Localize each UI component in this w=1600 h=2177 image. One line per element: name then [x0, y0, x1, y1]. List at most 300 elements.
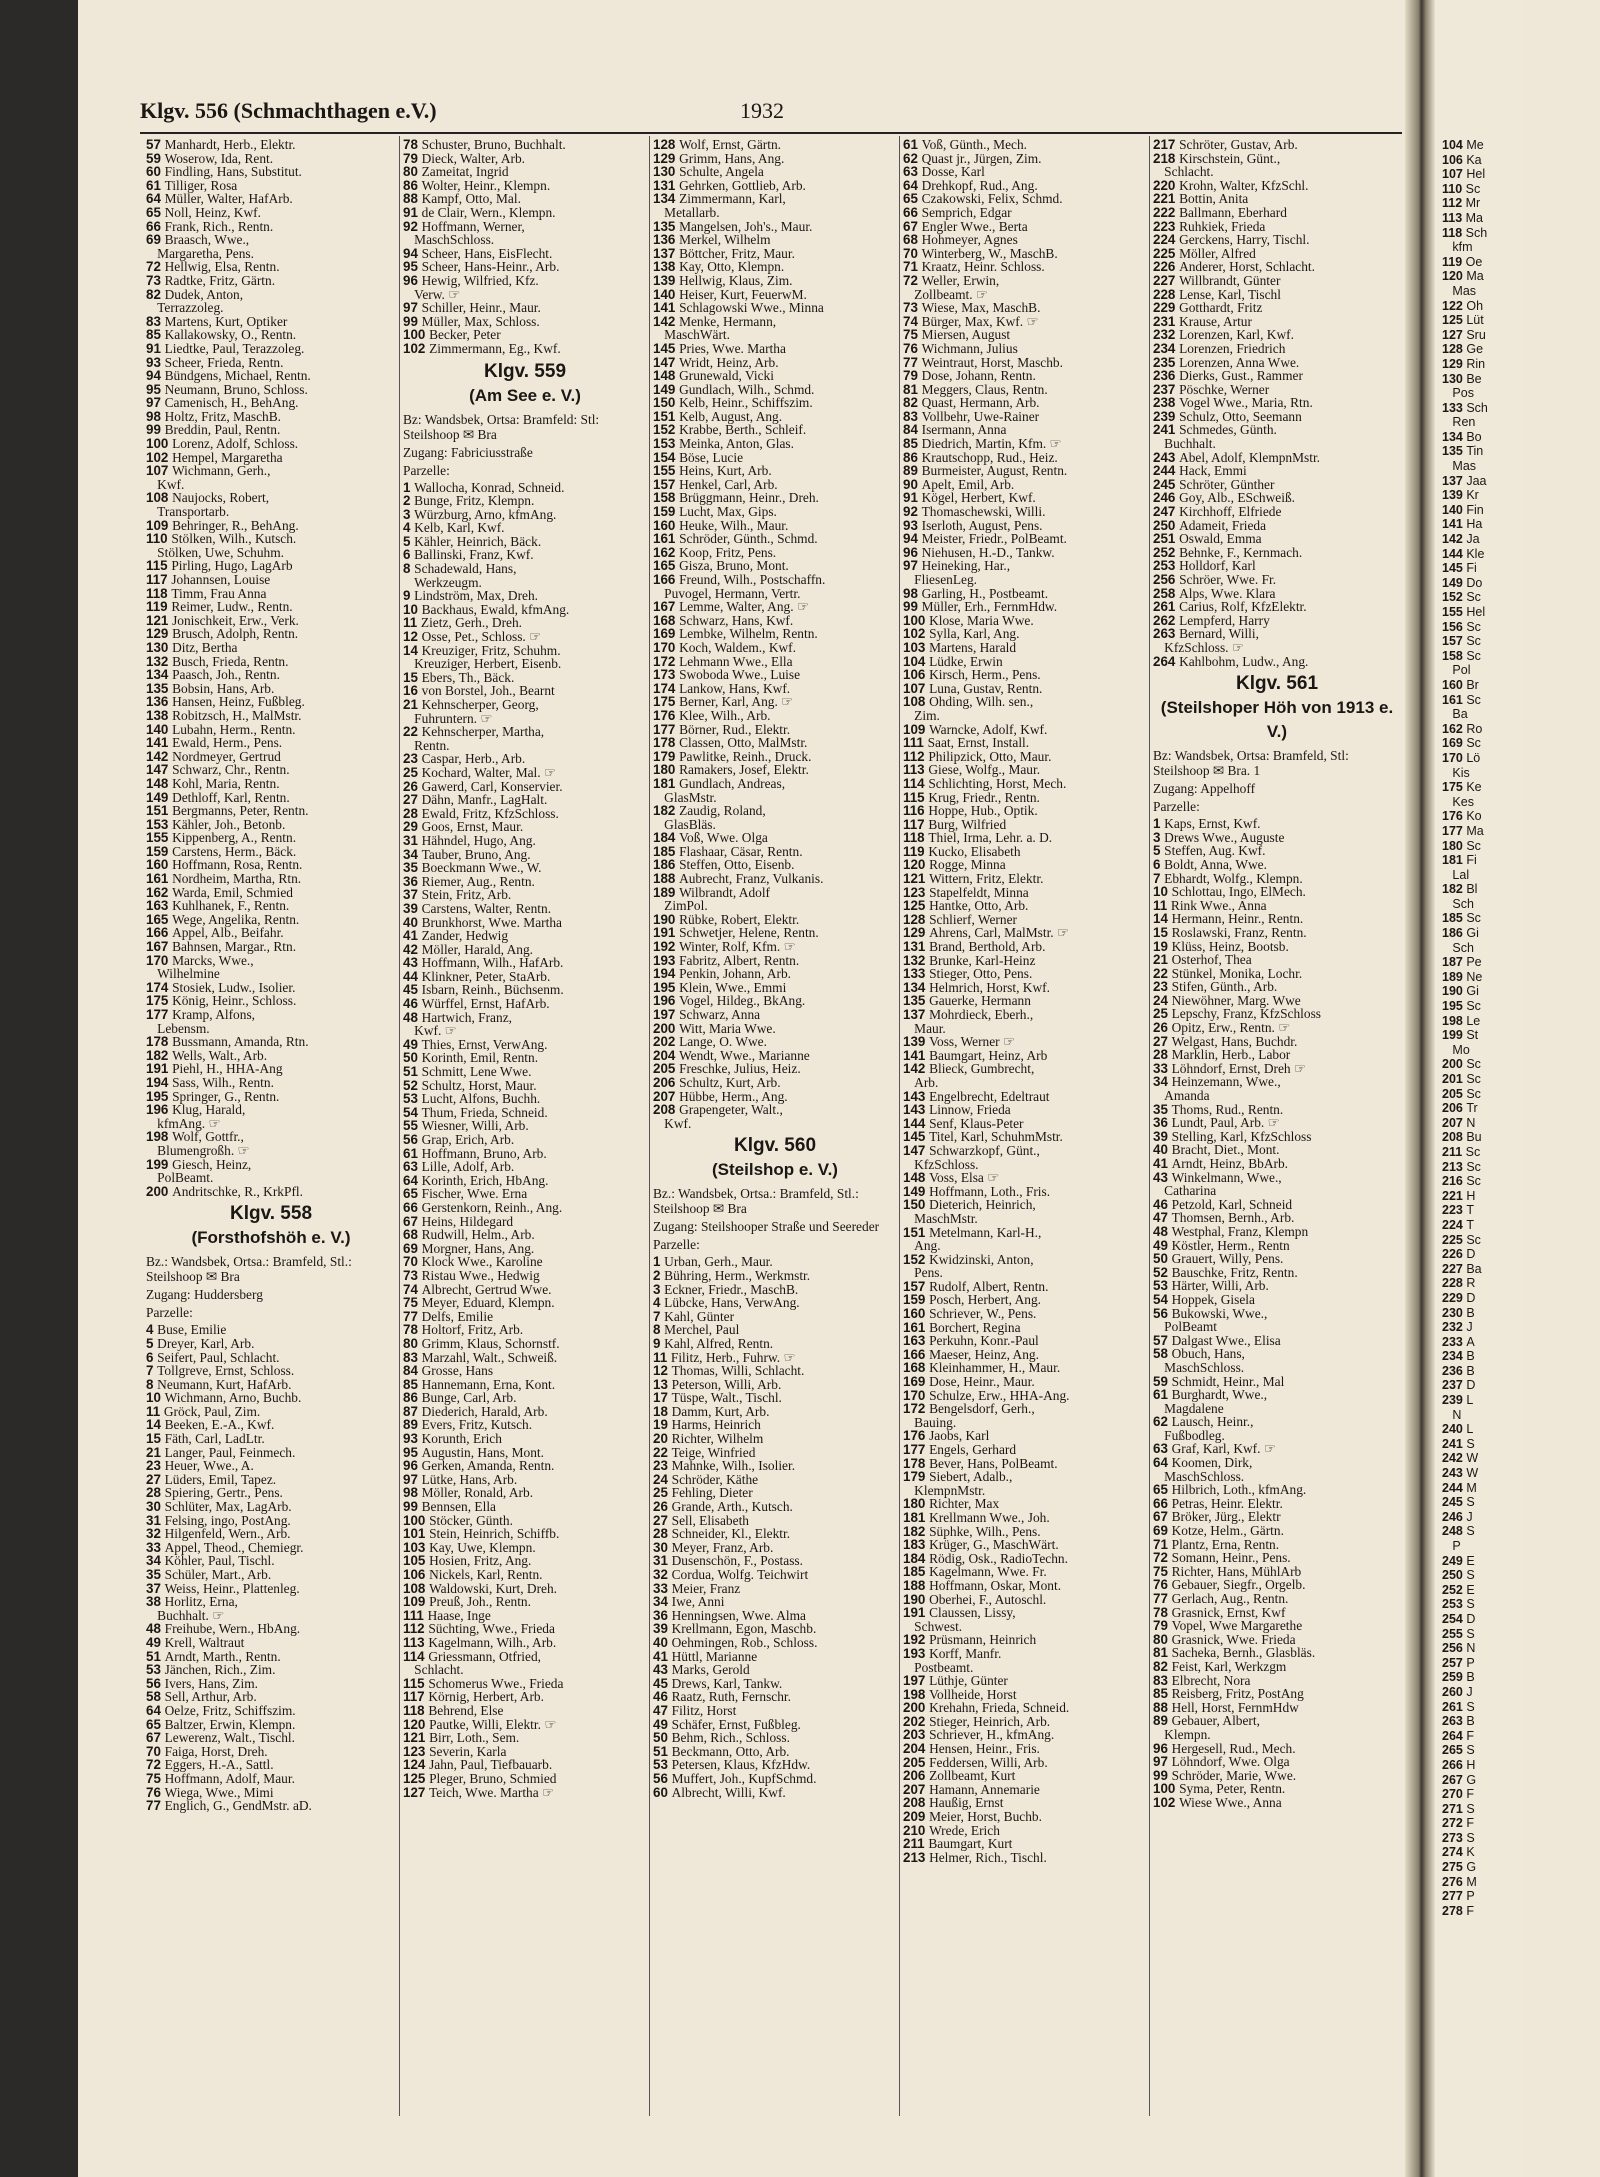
entry-line [146, 1391, 396, 1405]
plot-number: 52 [1153, 1264, 1172, 1280]
entry-line [403, 562, 647, 576]
plot-number: 231 [1153, 313, 1180, 329]
entry-line [146, 600, 396, 614]
entry-line [903, 1633, 1147, 1647]
entry-line [1153, 274, 1401, 288]
entry-line [146, 831, 396, 845]
plot-number: 141 [653, 300, 680, 316]
entry-line [653, 1090, 897, 1104]
entry-line [146, 1062, 396, 1076]
tenant-text: Arndt, Heinz, BbArb. [1171, 1156, 1289, 1171]
entry-line [653, 532, 897, 546]
plot-number: 63 [1153, 1441, 1172, 1457]
entry-line [1153, 328, 1401, 342]
tenant-text: Sc [1466, 1232, 1481, 1247]
entry-line [903, 1389, 1147, 1403]
tenant-text: Rübke, Robert, Elektr. [679, 911, 800, 927]
tenant-text: Garling, H., Postbeamt. [921, 585, 1049, 601]
tenant-text: Kwidzinski, Anton, [929, 1251, 1034, 1267]
tenant-text: Bunge, Fritz, Klempn. [414, 493, 535, 509]
entry-line [653, 899, 897, 913]
fragment-line [1442, 1758, 1520, 1773]
tenant-text: Petras, Heinr. Elektr. [1171, 1495, 1283, 1511]
tenant-text: MaschWärt. [664, 327, 730, 343]
tenant-text: von Borstel, Joh., Bearnt [421, 683, 555, 699]
tenant-text: Zameitat, Ingrid [421, 164, 509, 180]
tenant-text: M [1466, 1480, 1477, 1495]
plot-number: 225 [1153, 245, 1180, 261]
entry-line [903, 845, 1147, 859]
tenant-text: Gotthardt, Fritz [1179, 300, 1263, 316]
entry-line [403, 834, 647, 848]
plot-number: 122 [1442, 298, 1467, 313]
entry-line [1153, 587, 1401, 601]
tenant-text: Schüler, Mart., Arb. [164, 1567, 272, 1582]
entry-line [653, 1255, 897, 1269]
tenant-text: Drehkopf, Rud., Ang. [921, 177, 1038, 193]
entry-line [403, 1378, 647, 1392]
association-info: Parzelle: [146, 1305, 193, 1321]
plot-number: 182 [146, 1047, 173, 1063]
entry-line [903, 913, 1147, 927]
plot-number: 75 [903, 327, 922, 343]
tenant-text: Holtz, Fritz, MaschB. [164, 408, 282, 424]
fragment-line [1442, 517, 1520, 532]
plot-number: 131 [903, 939, 930, 955]
fragment-line [1442, 386, 1520, 401]
plot-number: 147 [903, 1142, 930, 1158]
entry-line [146, 1718, 396, 1732]
tenant-text: Kuhlhanek, F., Rentn. [172, 898, 290, 914]
tenant-text: Korinth, Erich, HbAng. [421, 1172, 549, 1188]
tenant-text: Langer, Paul, Feinmech. [164, 1444, 296, 1460]
fragment-line [1442, 1875, 1520, 1890]
plot-number: 75 [403, 1295, 422, 1311]
tenant-text: Postbeamt. [914, 1659, 974, 1675]
tenant-text: Lehmann Wwe., Ella [679, 653, 793, 669]
plot-number: 120 [403, 1716, 430, 1732]
entry-line [653, 1622, 897, 1636]
tenant-text: H [1466, 1757, 1476, 1772]
entry-line [903, 1769, 1147, 1783]
tenant-text: Lüdke, Erwin [929, 653, 1003, 669]
tenant-text: Blumengroßh. ☞ [157, 1142, 250, 1158]
plot-number: 158 [1442, 648, 1467, 663]
tenant-text: Löhndorf, Ernst, Dreh ☞ [1171, 1060, 1306, 1076]
plot-number [1442, 386, 1452, 400]
entry-line [903, 1742, 1147, 1756]
tenant-text: Quast jr., Jürgen, Zim. [921, 150, 1042, 166]
fragment-line [1442, 1422, 1520, 1437]
entry-line [146, 451, 396, 465]
plot-number: 31 [403, 832, 422, 848]
plot-number: 40 [403, 914, 422, 930]
tenant-text: FliesenLeg. [914, 572, 978, 587]
plot-number: 263 [1153, 626, 1180, 642]
plot-number: 263 [1442, 1714, 1467, 1729]
plot-number: 149 [903, 1183, 930, 1199]
entry-line [653, 1062, 897, 1076]
plot-number: 200 [1442, 1057, 1467, 1072]
tenant-text: Mahnke, Wilh., Isolier. [671, 1458, 796, 1474]
plot-number: 93 [146, 354, 165, 370]
plot-number: 3 [403, 506, 415, 522]
entry-line [403, 1228, 647, 1242]
entry-line [1153, 1171, 1401, 1185]
entry-line [653, 1718, 897, 1732]
plot-number [1442, 415, 1452, 429]
tenant-text: Meyer, Franz, Arb. [671, 1539, 774, 1555]
entry-line [146, 260, 396, 274]
plot-number: 38 [146, 1594, 165, 1610]
entry-line [403, 1486, 647, 1500]
plot-number: 224 [1442, 1217, 1467, 1232]
association-name: (Steilshop e. V.) [712, 1160, 838, 1180]
plot-number: 183 [903, 1537, 930, 1553]
entry-line [403, 820, 647, 834]
plot-number: 100 [1153, 1781, 1180, 1797]
plot-number: 137 [903, 1007, 930, 1022]
plot-number: 162 [653, 544, 680, 560]
plot-number: 154 [653, 449, 680, 465]
tenant-text: Merkel, Wilhelm [679, 232, 771, 248]
fragment-line [1442, 780, 1520, 795]
tenant-text: Nickels, Karl, Rentn. [429, 1567, 543, 1582]
tenant-text: Behringer, R., BehAng. [172, 517, 299, 533]
plot-number: 120 [1442, 269, 1467, 284]
entry-line [653, 1731, 897, 1745]
association-heading: Klgv. 559 [483, 360, 567, 382]
plot-number: 28 [1153, 1047, 1172, 1063]
tenant-text: Caspar, Herb., Arb. [421, 751, 526, 767]
entry-line [403, 902, 647, 916]
tenant-text: Bo [1466, 429, 1482, 444]
tenant-text: Senf, Klaus-Peter [929, 1115, 1024, 1131]
tenant-text: Isermann, Anna [921, 422, 1007, 438]
tenant-text: Lemme, Walter, Ang. ☞ [679, 599, 809, 615]
tenant-text: Kreuziger, Herbert, Eisenb. [414, 656, 562, 672]
tenant-text: Ewald, Herm., Pens. [172, 735, 283, 751]
entry-line [146, 274, 396, 288]
entry-line [403, 1758, 647, 1772]
tenant-text: Holldorf, Karl [1179, 558, 1256, 574]
entry-line [403, 1079, 647, 1093]
entry-line [653, 1337, 897, 1351]
tenant-text: Schulz, Otto, Seemann [1179, 408, 1302, 424]
plot-number: 80 [403, 164, 422, 180]
tenant-text: Lepschy, Franz, KfzSchloss [1171, 1006, 1321, 1022]
entry-line [146, 1076, 396, 1090]
fragment-line [1442, 751, 1520, 766]
entry-line [1153, 1307, 1401, 1321]
plot-number: 61 [903, 138, 922, 152]
plot-number: 216 [1442, 1174, 1467, 1189]
entry-line [653, 1364, 897, 1378]
entry-line [653, 926, 897, 940]
entry-line [403, 1677, 647, 1691]
entry-line [403, 1038, 647, 1052]
plot-number: 7 [1153, 870, 1165, 886]
fragment-line [1442, 357, 1520, 372]
plot-number: 147 [146, 762, 173, 778]
tenant-text: Lewerenz, Walt., Tischl. [164, 1730, 295, 1746]
fragment-line [1442, 196, 1520, 211]
tenant-text: Würffel, Ernst, HafArb. [421, 996, 550, 1012]
tenant-text: Voss, Elsa ☞ [929, 1170, 1000, 1186]
plot-number: 180 [653, 762, 680, 778]
association-info: Zugang: Huddersberg [146, 1287, 263, 1303]
entry-line [403, 1255, 647, 1269]
tenant-text: Fehling, Dieter [671, 1485, 753, 1501]
entry-line [653, 1636, 897, 1650]
tenant-text: Sru [1466, 327, 1486, 342]
entry-line [903, 709, 1147, 723]
tenant-text: Kahl, Günter [664, 1308, 735, 1324]
plot-number: 245 [1442, 1495, 1467, 1510]
tenant-text: Grapengeter, Walt., [679, 1102, 783, 1118]
entry-line [653, 1035, 897, 1049]
entry-line [903, 791, 1147, 805]
entry-line [653, 288, 897, 302]
plot-number: 57 [1153, 1332, 1172, 1348]
tenant-text: Dose, Heinr., Maur. [929, 1374, 1035, 1390]
plot-number: 152 [653, 422, 680, 438]
tenant-text: P [1452, 1539, 1461, 1553]
tenant-text: Tilliger, Rosa [164, 177, 238, 193]
tenant-text: Ahrens, Carl, MalMstr. ☞ [929, 925, 1070, 941]
tenant-text: Oberhei, F., Autoschl. [929, 1591, 1047, 1607]
plot-number: 225 [1442, 1232, 1467, 1247]
entry-line [653, 1650, 897, 1664]
plot-number: 170 [653, 639, 680, 655]
plot-number: 96 [403, 1458, 422, 1474]
tenant-text: Isbarn, Reinh., Büchsenm. [421, 982, 564, 998]
entry-line [653, 655, 897, 669]
plot-number: 147 [653, 354, 680, 370]
tenant-text: Lütke, Hans, Arb. [421, 1471, 518, 1487]
tenant-text: Dosse, Karl [921, 164, 985, 180]
entry-line [146, 1758, 396, 1772]
plot-number: 151 [653, 408, 680, 424]
entry-line [653, 668, 897, 682]
fragment-line [1442, 1408, 1520, 1423]
plot-number: 66 [146, 218, 165, 234]
entry-line [403, 328, 647, 342]
tenant-text: Lubahn, Herm., Rentn. [172, 721, 296, 737]
entry-line [403, 301, 647, 315]
plot-number: 49 [146, 1634, 165, 1650]
tenant-text: P [1466, 1655, 1475, 1670]
tenant-text: Buchhalt. ☞ [157, 1607, 225, 1623]
plot-number: 113 [903, 762, 929, 778]
tenant-text: S [1466, 1495, 1475, 1510]
entry-line [403, 1541, 647, 1555]
entry-line [903, 247, 1147, 261]
entry-line [403, 179, 647, 193]
entry-line [653, 1704, 897, 1718]
entry-line [403, 983, 647, 997]
fragment-line [1442, 853, 1520, 868]
plot-number: 139 [1442, 488, 1467, 503]
tenant-text: Czakowski, Felix, Schmd. [921, 191, 1063, 207]
tenant-text: Oelze, Fritz, Schiffszim. [164, 1702, 296, 1718]
plot-number: 132 [903, 952, 930, 968]
plot-number: 121 [146, 612, 173, 628]
tenant-text: Kehnscherper, Martha, [421, 724, 545, 740]
tenant-text: Rink Wwe., Anna [1170, 897, 1267, 913]
entry-line [903, 1470, 1147, 1484]
entry-line [653, 872, 897, 886]
tenant-text: Schlacht. [1164, 164, 1214, 180]
entry-line [403, 1527, 647, 1541]
plot-number: 252 [1442, 1582, 1467, 1597]
fragment-line [1442, 882, 1520, 897]
fragment-line [1442, 1101, 1520, 1116]
entry-line [903, 627, 1147, 641]
entry-line [1153, 1347, 1401, 1361]
plot-number: 190 [1442, 984, 1467, 999]
plot-number: 179 [653, 748, 680, 764]
tenant-text: Sc [1466, 648, 1481, 663]
entry-line [903, 152, 1147, 166]
tenant-text: Kotze, Helm., Gärtn. [1171, 1523, 1284, 1539]
entry-line [403, 1351, 647, 1365]
tenant-text: D [1466, 1290, 1476, 1305]
plot-number: 140 [146, 721, 173, 737]
plot-number: 36 [653, 1607, 672, 1623]
fragment-line [1442, 372, 1520, 387]
entry-line [146, 410, 396, 424]
entry-line [653, 206, 897, 220]
tenant-text: Haußig, Ernst [929, 1795, 1004, 1811]
tenant-text: Kreuziger, Fritz, Schuhm. [421, 642, 561, 658]
tenant-text: Mangelsen, Joh's., Maur. [679, 218, 813, 234]
tenant-text: Kehnscherper, Georg, [421, 697, 539, 712]
tenant-text: Merchel, Paul [664, 1322, 740, 1338]
plot-number: 133 [1442, 400, 1467, 415]
plot-number: 161 [653, 531, 680, 547]
tenant-text: Zander, Hedwig [421, 928, 509, 944]
plot-number: 205 [1442, 1086, 1467, 1101]
tenant-text: Koomen, Dirk, [1171, 1455, 1253, 1471]
tenant-text: S [1466, 1597, 1475, 1612]
entry-line [903, 546, 1147, 560]
plot-number: 17 [653, 1390, 672, 1406]
entry-line [146, 505, 396, 519]
tenant-text: Schlüter, Max, LagArb. [164, 1499, 292, 1515]
plot-number: 202 [903, 1713, 930, 1729]
tenant-text: Winterberg, W., MaschB. [921, 245, 1058, 261]
tenant-text: Hoffmann, Werner, [421, 218, 525, 234]
tenant-text: Gebauer, Siegfr., Orgelb. [1171, 1577, 1306, 1593]
entry-line [1153, 1633, 1401, 1647]
entry-line [903, 954, 1147, 968]
entry-line [1153, 1551, 1401, 1565]
plot-number: 104 [903, 653, 930, 669]
entry-line [653, 1609, 897, 1623]
tenant-text: Hoffmann, Rosa, Rentn. [172, 857, 303, 873]
entry-line [653, 831, 897, 845]
entry-line [903, 1144, 1147, 1158]
entry-line [903, 723, 1147, 737]
tenant-text: S [1466, 1436, 1475, 1451]
entry-line [146, 1432, 396, 1446]
tenant-text: Ma [1466, 269, 1484, 284]
tenant-text: J [1466, 1684, 1473, 1699]
plot-number: 168 [903, 1360, 930, 1376]
plot-number: 151 [903, 1224, 930, 1240]
tenant-text: Ka [1466, 152, 1482, 167]
fragment-line [1442, 1043, 1520, 1058]
tenant-text: N [1452, 1407, 1462, 1422]
entry-line [653, 396, 897, 410]
plot-number: 244 [1153, 463, 1180, 479]
fragment-line [1442, 824, 1520, 839]
plot-number: 230 [1442, 1305, 1467, 1320]
plot-number: 118 [1442, 225, 1466, 240]
entry-line [146, 1636, 396, 1650]
tenant-text: Marks, Gerold [671, 1662, 750, 1678]
tenant-text: Hoffmann, Bruno, Arb. [421, 1145, 547, 1161]
plot-number: 208 [1442, 1130, 1467, 1145]
plot-number: 189 [653, 884, 680, 900]
entry-line [146, 913, 396, 927]
entry-line [403, 1215, 647, 1229]
entry-line [903, 1661, 1147, 1675]
plot-number: 108 [146, 490, 173, 506]
entry-line [1153, 912, 1401, 926]
plot-number: 142 [653, 313, 680, 329]
plot-number: 193 [903, 1645, 930, 1661]
plot-number: 65 [903, 191, 922, 207]
plot-number: 15 [1153, 924, 1172, 940]
fragment-line [1442, 809, 1520, 824]
entry-line [1153, 1293, 1401, 1307]
plot-number: 193 [653, 952, 680, 968]
entry-line [1153, 1442, 1401, 1456]
tenant-text: B [1466, 1714, 1475, 1729]
entry-line [146, 1323, 396, 1337]
entry-line [653, 559, 897, 573]
entry-line [903, 1280, 1147, 1294]
plot-number: 141 [146, 735, 173, 751]
entry-line [1153, 1782, 1401, 1796]
plot-number: 76 [1153, 1577, 1172, 1593]
tenant-text: Andritschke, R., KrkPfl. [172, 1183, 303, 1199]
entry-line [403, 1609, 647, 1623]
tenant-text: Haase, Inge [427, 1607, 491, 1623]
tenant-text: Bennsen, Ella [421, 1499, 496, 1515]
tenant-text: Paasch, Joh., Rentn. [172, 667, 280, 683]
column-divider [899, 136, 900, 2116]
entry-line [1153, 1375, 1401, 1389]
tenant-text: Sc [1466, 838, 1481, 853]
fragment-line [1442, 722, 1520, 737]
plot-number: 129 [903, 925, 930, 941]
tenant-text: Lucht, Max, Gips. [679, 504, 777, 520]
plot-number: 266 [1442, 1757, 1467, 1772]
tenant-text: Wilbrandt, Adolf [679, 884, 771, 900]
tenant-text: König, Heinr., Schloss. [172, 993, 297, 1009]
plot-number: 22 [403, 724, 422, 740]
plot-number: 169 [903, 1374, 930, 1390]
entry-line [146, 546, 396, 560]
entry-line [146, 220, 396, 234]
tenant-text: Korinth, Emil, Rentn. [421, 1050, 539, 1066]
fragment-line [1442, 605, 1520, 620]
tenant-text: Lense, Karl, Tischl [1179, 286, 1281, 302]
entry-line [1153, 301, 1401, 315]
